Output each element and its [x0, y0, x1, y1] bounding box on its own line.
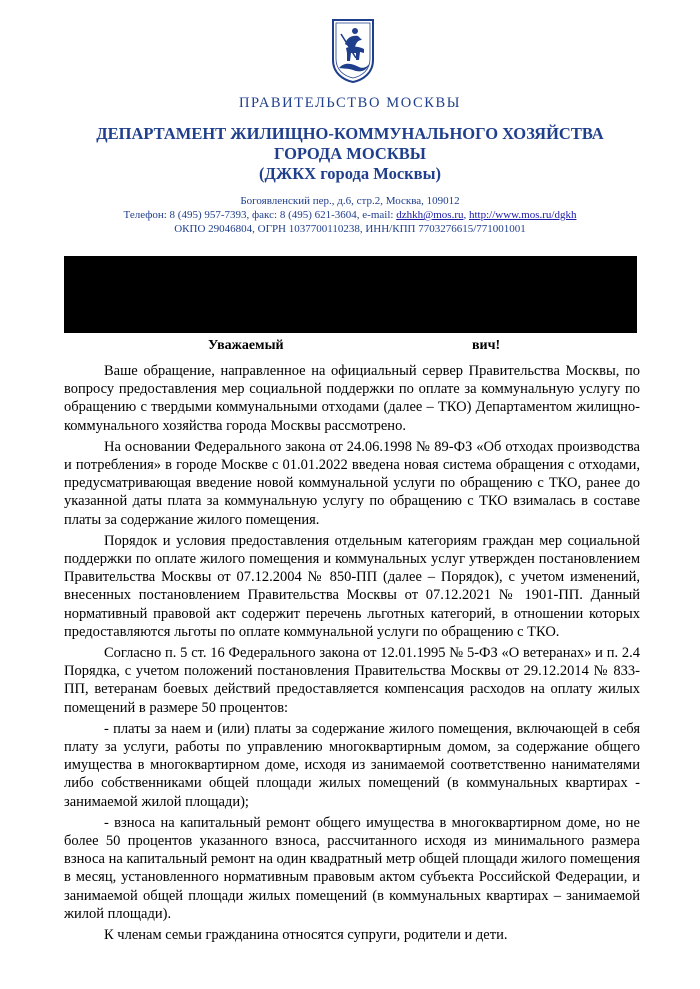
- redacted-recipient-block: [64, 256, 637, 333]
- salutation-start: Уважаемый: [208, 338, 284, 353]
- salutation-end: вич!: [472, 338, 501, 353]
- department-title: [0, 124, 700, 184]
- website-link[interactable]: http://www.mos.ru/dgkh: [468, 209, 577, 221]
- government-title: ПРАВИТЕЛЬСТВО МОСКВЫ: [238, 95, 462, 111]
- moscow-coat-of-arms-icon: [331, 18, 375, 84]
- address-line: Богоявленский пер., д.6, стр.2, Москва, 109012: [240, 195, 460, 207]
- contact-block: [0, 194, 700, 236]
- letter-body: [64, 362, 640, 944]
- paragraph-2: На основании Федерального закона от 24.06.1998 № 89-ФЗ «Об отходах производства и потребления» в городе Москве с 01.01.2022 введена новая система обращения с отходами, предусматривающая введение новой коммунальной услуги по обращению с ТКО, ранее до указанной даты плата за коммунальную услугу по обращению с ТКО взималась в составе платы за содержание жилого помещения.: [64, 438, 640, 528]
- paragraph-6: - взноса на капитальный ремонт общего имущества в многоквартирном доме, но не более 50 процентов указанного взноса, рассчитанного исходя из минимального размера взноса на капитальный ремонт на один квадратный метр общей площади жилого помещения в месяц, установленного нормативным правовым актом субъекта Российской Федерации, и занимаемой общей площади жилых помещений (в коммунальных квартирах – занимаемой жилой площади).: [64, 814, 640, 922]
- department-name-line-2: ГОРОДА МОСКВЫ: [273, 144, 426, 163]
- phone-line: Телефон: 8 (495) 957-7393, факс: 8 (495) 621-3604, e-mail: dzhkh@mos.ru, http://www.mos.ru/dgkh: [123, 209, 577, 221]
- department-short-name: (ДЖКХ города Москвы): [259, 164, 441, 183]
- paragraph-3: Порядок и условия предоставления отдельным категориям граждан мер социальной поддержки по оплате жилого помещения и коммунальных услуг утвержден постановлением Правительства Москвы от 07.12.2004 № 850-ПП (далее – Порядок), с учетом изменений, внесенных постановлением Правительства Москвы от 07.12.2021 № 1901-ПП. Данный нормативный правовой акт содержит перечень льготных категорий, в отношении которых предоставляются льготы по оплате коммунальной услуги по обращению с ТКО.: [64, 532, 640, 640]
- paragraph-4: Согласно п. 5 ст. 16 Федерального закона от 12.01.1995 № 5-ФЗ «О ветеранах» и п. 2.4 Порядка, с учетом положений постановления Правительства Москвы от 29.12.2014 № 833-ПП, ветеранам боевых действий предоставляется компенсация расходов на оплату жилых помещений в размере 50 процентов:: [64, 645, 640, 716]
- email-link[interactable]: dzhkh@mos.ru: [396, 209, 464, 221]
- registration-codes: ОКПО 29046804, ОГРН 1037700110238, ИНН/КПП 7703276615/771001001: [174, 223, 526, 235]
- paragraph-1: Ваше обращение, направленное на официальный сервер Правительства Москвы, по вопросу предоставления мер социальной поддержки по оплате за коммунальную услугу по обращению с твердыми коммунальными отходами (далее – ТКО) Департаментом жилищно-коммунального хозяйства города Москвы рассмотрено.: [64, 363, 640, 434]
- department-name-line-1: ДЕПАРТАМЕНТ ЖИЛИЩНО-КОММУНАЛЬНОГО ХОЗЯЙСТВА: [96, 124, 604, 143]
- phone-fax-text: Телефон: 8 (495) 957-7393, факс: 8 (495) 621-3604, e-mail:: [123, 209, 394, 221]
- paragraph-5: - платы за наем и (или) платы за содержание жилого помещения, включающей в себя плату за услуги, работы по управлению многоквартирным домом, за содержание общего имущества в многоквартирном доме, исходя из занимаемой соответственно нанимателями либо собственниками общей площади жилых помещений (в коммунальных квартирах - занимаемой жилой площади);: [64, 720, 640, 810]
- paragraph-7: К членам семьи гражданина относятся супруги, родители и дети.: [104, 927, 508, 944]
